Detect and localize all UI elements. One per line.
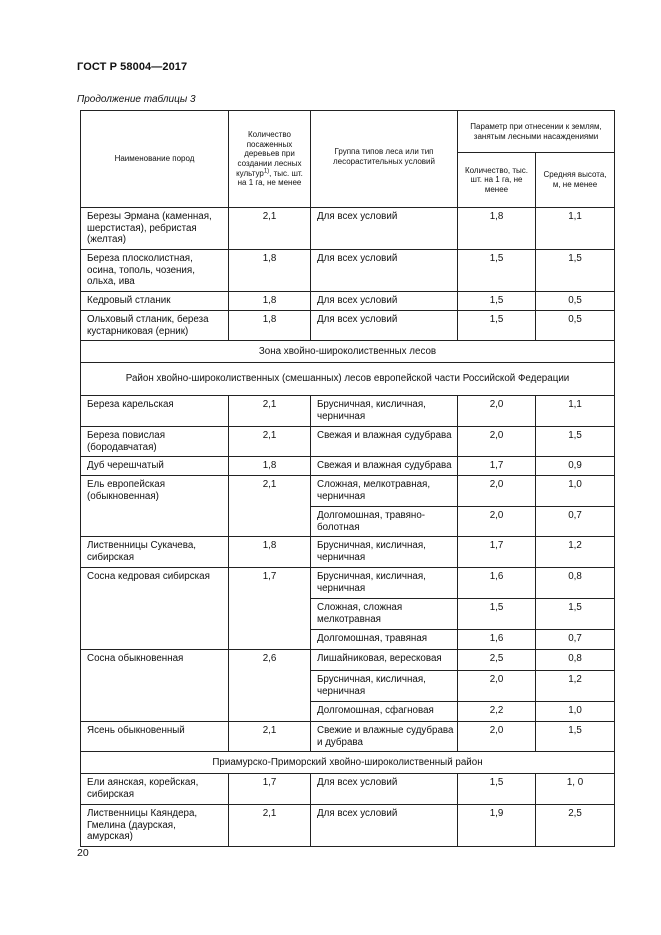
planted-count: 2,1	[229, 476, 311, 537]
param-height: 0,7	[536, 630, 615, 650]
param-count: 1,6	[458, 630, 536, 650]
planted-count: 1,8	[229, 250, 311, 292]
table-row	[81, 457, 615, 476]
table-row	[81, 650, 615, 671]
col-header-param-count: Количество, тыс. шт. на 1 га, не менее	[458, 153, 536, 208]
planted-count: 2,1	[229, 805, 311, 847]
planted-count: 1,8	[229, 537, 311, 568]
planted-count: 2,6	[229, 650, 311, 722]
param-height: 0,8	[536, 568, 615, 599]
param-height: 1,5	[536, 427, 615, 457]
table-row	[81, 311, 615, 341]
forest-condition: Долгомошная, травяная	[311, 630, 458, 650]
forest-condition: Для всех условий	[311, 774, 458, 805]
planted-count: 2,1	[229, 208, 311, 250]
forest-condition: Долгомошная, травяно-болотная	[311, 507, 458, 537]
param-count: 2,0	[458, 507, 536, 537]
table-row	[81, 774, 615, 805]
table-caption: Продолжение таблицы 3	[77, 94, 196, 105]
planted-count: 1,8	[229, 457, 311, 476]
forest-condition: Сложная, сложная мелкотравная	[311, 599, 458, 630]
planted-count: 1,7	[229, 568, 311, 650]
col-header-count-planted	[229, 111, 311, 208]
forest-condition: Для всех условий	[311, 311, 458, 341]
species-name: Береза плосколистная, осина, тополь, чозения, ольха, ива	[81, 250, 229, 292]
table-row	[81, 568, 615, 599]
species-name: Кедровый стланик	[81, 292, 229, 311]
param-height: 1,5	[536, 250, 615, 292]
forest-condition: Брусничная, кисличная, черничная	[311, 568, 458, 599]
param-count: 2,0	[458, 476, 536, 507]
species-name: Лиственницы Сукачева, сибирская	[81, 537, 229, 568]
forest-condition: Брусничная, кисличная, черничная	[311, 396, 458, 427]
col-header-count-planted-line1: Количество посаженных деревьев при создании лесных культур	[236, 130, 302, 178]
zone-title: Приамурско-Приморский хвойно-широколиственный район	[81, 752, 615, 774]
forest-condition: Сложная, мелкотравная, черничная	[311, 476, 458, 507]
zone-title: Район хвойно-широколиственных (смешанных) лесов европейской части Российской Федерации	[81, 363, 615, 396]
species-name: Ольховый стланик, береза кустарниковая (ерник)	[81, 311, 229, 341]
col-header-forest-group: Группа типов леса или тип лесорастительных условий	[311, 111, 458, 208]
param-count: 1,5	[458, 599, 536, 630]
species-name: Ели аянская, корейская, сибирская	[81, 774, 229, 805]
species-name: Березы Эрмана (каменная, шерстистая), ребристая (желтая)	[81, 208, 229, 250]
forest-condition: Свежие и влажные судубрава и дубрава	[311, 722, 458, 752]
param-count: 2,0	[458, 396, 536, 427]
planted-count: 1,7	[229, 774, 311, 805]
forest-condition: Для всех условий	[311, 250, 458, 292]
planted-count: 1,8	[229, 311, 311, 341]
param-height: 0,9	[536, 457, 615, 476]
param-height: 1,5	[536, 599, 615, 630]
param-count: 1,6	[458, 568, 536, 599]
col-header-count-planted-line2: , тыс. шт. на 1 га, не менее	[237, 168, 303, 188]
zone-title: Зона хвойно-широколиственных лесов	[81, 341, 615, 363]
page-number: 20	[77, 847, 89, 859]
param-count: 2,0	[458, 427, 536, 457]
param-height: 1,1	[536, 396, 615, 427]
param-count: 1,7	[458, 537, 536, 568]
param-height: 0,7	[536, 507, 615, 537]
table-row	[81, 396, 615, 427]
table-row	[81, 537, 615, 568]
table-row	[81, 250, 615, 292]
col-header-param-height: Средняя высота, м, не менее	[536, 153, 615, 208]
species-name: Ель европейская (обыкновенная)	[81, 476, 229, 537]
param-height: 1, 0	[536, 774, 615, 805]
species-name: Сосна кедровая сибирская	[81, 568, 229, 650]
param-count: 1,5	[458, 774, 536, 805]
param-count: 1,7	[458, 457, 536, 476]
param-height: 2,5	[536, 805, 615, 847]
param-height: 1,5	[536, 722, 615, 752]
footnote-marker: 1)	[263, 167, 270, 174]
species-name: Ясень обыкновенный	[81, 722, 229, 752]
param-height: 1,1	[536, 208, 615, 250]
table-row	[81, 805, 615, 847]
param-count: 1,8	[458, 208, 536, 250]
forest-condition: Лишайниковая, вересковая	[311, 650, 458, 671]
species-name: Дуб черешчатый	[81, 457, 229, 476]
zone-row	[81, 341, 615, 363]
planted-count: 2,1	[229, 396, 311, 427]
forest-condition: Для всех условий	[311, 208, 458, 250]
species-name: Лиственницы Каяндера, Гмелина (даурская, амурская)	[81, 805, 229, 847]
param-height: 0,8	[536, 650, 615, 671]
param-count: 2,0	[458, 671, 536, 702]
param-height: 0,5	[536, 292, 615, 311]
param-height: 1,2	[536, 671, 615, 702]
param-height: 1,2	[536, 537, 615, 568]
species-name: Береза карельская	[81, 396, 229, 427]
param-height: 1,0	[536, 702, 615, 722]
forest-condition: Долгомошная, сфагновая	[311, 702, 458, 722]
table-row	[81, 722, 615, 752]
table-row	[81, 476, 615, 507]
col-header-parameter: Параметр при отнесении к землям, занятым лесными насаждениями	[458, 111, 615, 153]
forest-condition: Брусничная, кисличная, черничная	[311, 537, 458, 568]
table-body	[81, 208, 615, 847]
param-count: 2,5	[458, 650, 536, 671]
col-header-species: Наименование пород	[81, 111, 229, 208]
param-count: 1,9	[458, 805, 536, 847]
param-height: 0,5	[536, 311, 615, 341]
table-row	[81, 292, 615, 311]
document-code: ГОСТ Р 58004—2017	[77, 61, 188, 73]
species-name: Береза повислая (бородавчатая)	[81, 427, 229, 457]
forest-condition: Свежая и влажная судубрава	[311, 457, 458, 476]
forest-condition: Для всех условий	[311, 805, 458, 847]
planted-count: 2,1	[229, 722, 311, 752]
table-row	[81, 427, 615, 457]
param-count: 2,0	[458, 722, 536, 752]
param-count: 1,5	[458, 250, 536, 292]
forest-condition: Свежая и влажная судубрава	[311, 427, 458, 457]
planted-count: 2,1	[229, 427, 311, 457]
zone-row	[81, 752, 615, 774]
zone-row	[81, 363, 615, 396]
table-row	[81, 208, 615, 250]
param-height: 1,0	[536, 476, 615, 507]
species-name: Сосна обыкновенная	[81, 650, 229, 722]
param-count: 1,5	[458, 311, 536, 341]
forest-condition: Брусничная, кисличная, черничная	[311, 671, 458, 702]
param-count: 1,5	[458, 292, 536, 311]
species-table	[80, 110, 615, 847]
planted-count: 1,8	[229, 292, 311, 311]
forest-condition: Для всех условий	[311, 292, 458, 311]
param-count: 2,2	[458, 702, 536, 722]
